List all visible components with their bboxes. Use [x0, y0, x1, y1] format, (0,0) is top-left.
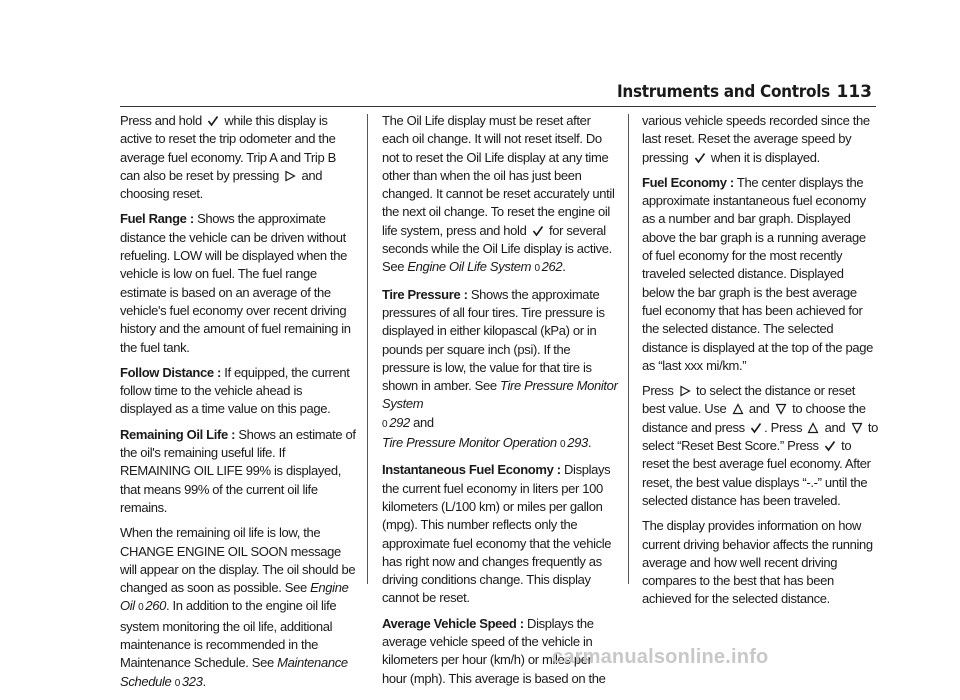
term-tire-pressure: Tire Pressure :	[382, 286, 468, 302]
checkmark-icon	[750, 422, 762, 433]
paragraph: Average Vehicle Speed : Displays the average vehicle speed of the vehicle in kilometers per hour (km/h) or miles per hour (mph). This average is based on the	[382, 615, 606, 686]
paragraph: Fuel Economy : The center displays the approximate instantaneous fuel economy as a number and bar graph. Displayed above the bar graph is a running average of fuel economy for the most recently traveled selected distance. Displayed below the bar graph is the best average fuel economy that has been achieved for the selected distance. The selected distance is displayed at the top of the page as “last xxx mi/km.”	[642, 174, 874, 373]
column-1	[120, 112, 356, 700]
down-triangle-icon	[775, 403, 787, 414]
column-divider	[367, 114, 368, 584]
term-remaining-oil-life: Remaining Oil Life :	[120, 426, 236, 442]
link-maintenance-schedule[interactable]: Maintenance Schedule	[120, 655, 348, 689]
column-2	[382, 112, 618, 695]
term-fuel-range: Fuel Range :	[120, 211, 194, 227]
page-ref-arrow-icon: 0	[138, 602, 144, 614]
paragraph: Remaining Oil Life : Shows an estimate of the oil's remaining useful life. If REMAINING OIL LIFE 99% is displayed, that means 99% of the current oil life remains.	[120, 426, 356, 515]
right-triangle-icon	[284, 170, 296, 181]
section-title: Instruments and Controls	[617, 82, 830, 102]
watermark: carmanualsonline.info	[552, 646, 769, 668]
checkmark-icon	[824, 440, 836, 451]
paragraph: Follow Distance : If equipped, the current follow time to the vehicle ahead is displayed as a time value on this page.	[120, 364, 350, 417]
paragraph: Instantaneous Fuel Economy : Displays the current fuel economy in liters per 100 kilometers (L/100 km) or miles per gallon (mpg). This number reflects only the approximate fuel economy that the vehicle has right now and changes frequently as driving conditions change. This display cannot be reset.	[382, 462, 612, 606]
checkmark-icon	[207, 115, 219, 126]
page-ref-arrow-icon: 0	[559, 439, 566, 451]
term-follow-distance: Follow Distance :	[120, 364, 221, 380]
link-page-260[interactable]: 260	[145, 598, 166, 614]
term-average-vehicle-speed: Average Vehicle Speed :	[382, 615, 524, 631]
down-triangle-icon	[851, 422, 863, 433]
paragraph: various vehicle speeds recorded since the last reset. Reset the average speed by pressing when it is displayed.	[642, 113, 870, 165]
up-triangle-icon	[732, 403, 744, 414]
link-page-323[interactable]: 323	[181, 673, 203, 689]
page-number: 113	[836, 82, 872, 102]
paragraph: Tire Pressure : Shows the approximate pressures of all four tires. Tire pressure is displayed in either kilopascal (kPa) or in pounds per square inch (psi). If the pressure is low, the value for that tire is shown in amber. See Tire Pressure Monitor System 0 292 and Tire Pressure Monitor Operation 0 293.	[382, 286, 618, 451]
paragraph: Fuel Range : Shows the approximate distance the vehicle can be driven without refueling. LOW will be displayed when the vehicle is low on fuel. The fuel range estimate is based on an average of the vehicle's fuel economy over recent driving history and the amount of fuel remaining in the fuel tank.	[120, 211, 351, 355]
paragraph: When the remaining oil life is low, the CHANGE ENGINE OIL SOON message will appear on the display. The oil should be changed as soon as possible. See Engine Oil 0 260. In addition to the engine oil life system monitoring the oil life, additional maintenance is recommended in the Maintenance Schedule. See Maintenance Schedule 0 323.	[120, 525, 356, 689]
link-engine-oil[interactable]: Engine Oil	[120, 580, 349, 614]
paragraph: Press and hold while this display is active to reset the trip odometer and the average fuel economy. Trip A and Trip B can also be reset by pressing and choosing reset.	[120, 113, 336, 202]
term-instantaneous-fuel-economy: Instantaneous Fuel Economy :	[382, 462, 561, 478]
link-page-262[interactable]: 262	[541, 259, 563, 275]
column-3	[642, 112, 878, 616]
column-divider	[628, 114, 629, 584]
page-ref-arrow-icon: 0	[174, 677, 180, 689]
header-rule	[120, 106, 876, 107]
term-fuel-economy: Fuel Economy :	[642, 174, 734, 190]
link-tire-pressure-monitor-operation[interactable]: Tire Pressure Monitor Operation	[382, 435, 557, 451]
paragraph: Press to select the distance or reset best value. Use and to choose the distance and press . Press and to select “Reset Best Score.” Press to reset the best average fuel economy. After reset, the best value displays “-.-” until the selected distance has been traveled.	[642, 383, 878, 508]
page-header	[120, 80, 876, 106]
page-ref-arrow-icon: 0	[382, 418, 388, 430]
right-triangle-icon	[679, 385, 691, 396]
link-page-293[interactable]: 293	[567, 435, 588, 451]
checkmark-icon	[694, 152, 706, 163]
link-page-292[interactable]: 292	[389, 414, 410, 430]
paragraph: The display provides information on how current driving behavior affects the running average and how well recent driving compares to the best that has been achieved for the selected distance.	[642, 518, 873, 607]
link-tire-pressure-monitor-system[interactable]: Tire Pressure Monitor System	[382, 378, 618, 412]
up-triangle-icon	[807, 422, 819, 433]
paragraph: The Oil Life display must be reset after each oil change. It will not reset itself. Do not to reset the Oil Life display at any time other than when the oil has just been changed. It cannot be reset accurately until the next oil change. To reset the engine oil life system, press and hold for several seconds while the Oil Life display is active. See Engine Oil Life System 0 262.	[382, 113, 615, 275]
link-engine-oil-life-system[interactable]: Engine Oil Life System	[407, 259, 532, 275]
checkmark-icon	[532, 225, 544, 236]
page-ref-arrow-icon: 0	[534, 263, 540, 275]
